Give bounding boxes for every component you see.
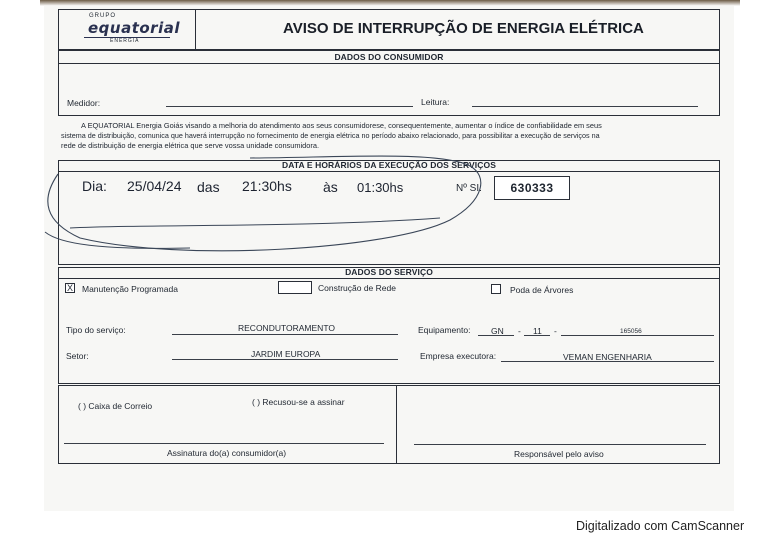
date-value: 25/04/24: [127, 178, 182, 194]
si-label: Nº SI:: [456, 183, 482, 194]
meter-label: Medidor:: [67, 98, 101, 108]
company-label: Empresa executora:: [420, 351, 497, 361]
consumer-signature-line[interactable]: [64, 443, 384, 444]
checkbox-construction[interactable]: [278, 281, 312, 294]
notice-line-2: sistema de distribuição, comunica que haverá interrupção no fornecimento de energia elétrica no período abaixo relacionado, para possibilitar a execução de serviços na: [61, 131, 600, 140]
logo: [62, 12, 192, 48]
equipment-label: Equipamento:: [418, 325, 471, 335]
signature-divider: [396, 385, 397, 464]
day-label: Dia:: [82, 178, 107, 194]
service-type-field[interactable]: [172, 334, 398, 335]
equipment-sep-1: -: [518, 326, 521, 336]
equipment-field-3[interactable]: [561, 335, 714, 336]
construction-label: Construção de Rede: [318, 283, 396, 293]
maintenance-label: Manutenção Programada: [82, 284, 178, 294]
service-title-rule: [58, 278, 720, 279]
logo-brand: equatorial: [88, 19, 180, 37]
page-title: AVISO DE INTERRUPÇÃO DE ENERGIA ELÉTRICA: [283, 20, 644, 37]
checkbox-maintenance[interactable]: [65, 283, 75, 293]
service-section-title: DADOS DO SERVIÇO: [345, 267, 433, 277]
logo-sub: ENERGIA: [110, 38, 140, 44]
tree-pruning-label: Poda de Árvores: [510, 285, 574, 295]
header-divider: [195, 9, 196, 50]
start-time: 21:30hs: [242, 178, 292, 194]
mailbox-option[interactable]: ( ) Caixa de Correio: [78, 401, 153, 411]
schedule-box: [58, 160, 720, 265]
notice-line-1: A EQUATORIAL Energia Goiás visando a melhoria do atendimento aos seus consumidorese, consequentemente, aumentar o índice de confiabilidade em seus: [81, 121, 602, 130]
si-number: 630333: [510, 181, 554, 195]
checkbox-maintenance-mark: X: [67, 283, 74, 293]
scanner-watermark: Digitalizado com CamScanner: [576, 519, 745, 533]
sector-field[interactable]: [172, 359, 398, 360]
signature-box: [58, 385, 720, 464]
to-label: às: [323, 179, 338, 195]
notice-line-3: rede de distribuição de energia elétrica que serve vossa unidade consumidora.: [61, 141, 320, 150]
responsible-signature-label: Responsável pelo aviso: [514, 449, 604, 459]
reading-label: Leitura:: [421, 97, 450, 107]
consumer-title-rule: [58, 63, 720, 64]
equipment-sep-2: -: [554, 326, 557, 336]
logo-group: GRUPO: [89, 13, 117, 19]
consumer-signature-label: Assinatura do(a) consumidor(a): [167, 448, 287, 458]
checkbox-tree-pruning[interactable]: [491, 284, 501, 294]
equipment-part-1: GN: [491, 326, 504, 336]
sector-label: Setor:: [66, 351, 89, 361]
consumer-section-title: DADOS DO CONSUMIDOR: [334, 52, 444, 62]
service-type-label: Tipo do serviço:: [66, 325, 126, 335]
sector-value: JARDIM EUROPA: [251, 349, 321, 359]
equipment-part-3: 165056: [620, 328, 642, 335]
service-type-value: RECONDUTORAMENTO: [238, 323, 335, 333]
meter-field[interactable]: [166, 106, 413, 107]
refused-option[interactable]: ( ) Recusou-se a assinar: [252, 397, 345, 407]
schedule-section-title: DATA E HORÁRIOS DA EXECUÇÃO DOS SERVIÇOS: [281, 160, 496, 170]
company-value: VEMAN ENGENHARIA: [563, 352, 652, 362]
end-time: 01:30hs: [357, 180, 404, 195]
responsible-signature-line[interactable]: [414, 444, 706, 445]
equipment-part-2: 11: [533, 326, 542, 336]
reading-field[interactable]: [472, 106, 698, 107]
from-label: das: [197, 179, 220, 195]
schedule-title-rule: [58, 171, 720, 172]
